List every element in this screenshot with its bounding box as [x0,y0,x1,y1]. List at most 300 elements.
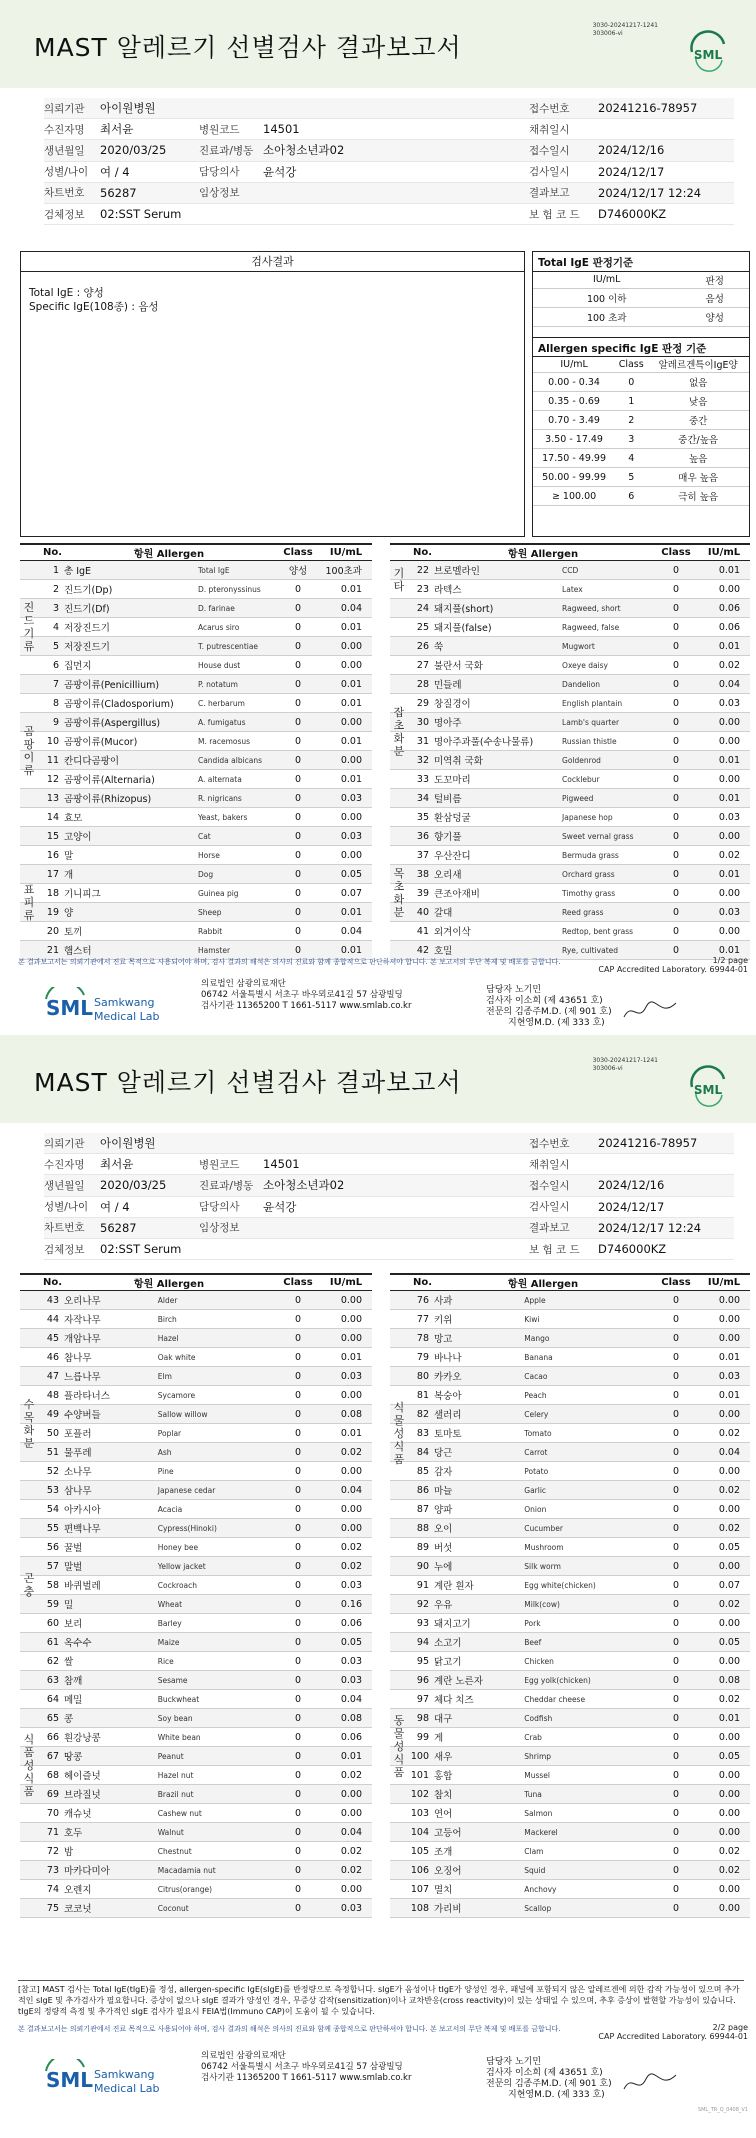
table-row [20,1462,372,1481]
brand-line-2: Medical Lab [94,1010,160,1023]
allergen-class: 0 [654,1842,698,1861]
table-row [20,1614,372,1633]
allergen-name-ko: 자작나무 [62,1310,158,1329]
allergen-iu-value: 0.00 [698,1766,750,1785]
allergen-table-p1-left [20,543,372,960]
table-row [390,1728,750,1747]
allergen-name-en: Sesame [158,1671,276,1690]
allergen-class: 0 [276,1595,320,1614]
allergen-no: 79 [390,1348,432,1367]
allergen-name-en: Egg white(chicken) [524,1576,654,1595]
criteria-cell: 0 [615,373,647,392]
allergen-iu-value: 0.01 [320,1747,372,1766]
allergen-no: 25 [390,618,432,637]
allergen-class: 0 [654,599,698,618]
allergen-name-en: Tomato [524,1424,654,1443]
allergen-class: 0 [276,656,320,675]
allergen-iu-value: 0.02 [698,1424,750,1443]
table-row [390,637,750,656]
allergen-name-en: Apple [524,1291,654,1310]
criteria-cell: 3 [615,430,647,449]
criteria-cell: 0.00 - 0.34 [533,373,615,392]
criteria-cell: 3.50 - 17.49 [533,430,615,449]
allergen-iu-value: 0.03 [320,1576,372,1595]
allergen-name-en: Acacia [158,1500,276,1519]
allergen-iu-value: 0.02 [698,1690,750,1709]
allergen-class: 0 [654,922,698,941]
allergen-no: 53 [20,1481,62,1500]
allergen-name-en: Squid [524,1861,654,1880]
allergen-name-ko: 진드기(Dp) [62,580,198,599]
allergen-name-en: Banana [524,1348,654,1367]
allergen-class: 0 [654,618,698,637]
allergen-name-en: Guinea pig [198,884,276,903]
allergen-no: 61 [20,1633,62,1652]
allergen-iu-value: 0.01 [320,1348,372,1367]
criteria-cell: 없음 [647,373,749,392]
allergen-name-en: Potato [524,1462,654,1481]
allergen-name-en: Barley [158,1614,276,1633]
allergen-no: 3 [20,599,62,618]
allergen-class: 0 [654,1500,698,1519]
allergen-name-ko: 물푸레 [62,1443,158,1462]
allergen-name-en: Coconut [158,1899,276,1918]
report-page-1 [0,0,756,1035]
allergen-name-ko: 고양이 [62,827,198,846]
allergen-name-ko: 게 [432,1728,524,1747]
logo-text: SML [693,48,723,62]
cap-accreditation: CAP Accredited Laboratory. 69944-01 [598,2032,748,2041]
allergen-group-label: 식 품 성 식 품 [23,1733,35,1798]
allergen-iu-value: 0.00 [320,1519,372,1538]
allergen-no: 68 [20,1766,62,1785]
allergen-no: 17 [20,865,62,884]
doc-code-2: 303006-vi [592,30,623,37]
allergen-name-ko: 수양버들 [62,1405,158,1424]
allergen-name-en: Brazil nut [158,1785,276,1804]
value-report-date: 2024/12/17 12:24 [598,1220,702,1235]
allergen-iu-value: 0.00 [320,1291,372,1310]
allergen-name-en: Peach [524,1386,654,1405]
allergen-class: 0 [654,1348,698,1367]
allergen-class: 0 [276,1785,320,1804]
sml-logo-icon [686,30,730,74]
table-row [20,903,372,922]
allergen-class: 0 [276,808,320,827]
document-codes [593,1057,658,1073]
label-hospital-code: 병원코드 [199,1158,240,1171]
allergen-iu-value: 0.01 [698,1386,750,1405]
label-patient: 수진자명 [44,123,85,136]
allergen-name-ko: 개암나무 [62,1329,158,1348]
allergen-name-ko: 호밀 [432,941,562,960]
allergen-iu-value: 0.05 [320,1633,372,1652]
reference-note: [참고] MAST 검사는 Total IgE(tIgE)를 정성, allergen-specific IgE(sIgE)를 반정량으로 측정합니다. sIgE가 음성이나 tIgE가 양성인 경우, 패널에 포함되지 않은 알레르겐에 의한 감작 가능성이 있으며 추가적인 sIgE 및 추가검사가 필요합니다. 증상이 없으나 sIgE 결과가 양성인 경우, 무증상 감작(sensitization)이나 교차반응(cross reactivity)이 있는 상태일 수 있으며, 추후 증상이 발현할 가능성이 있습니다. tIgE의 정량적 측정 및 추가적인 sIgE 검사가 필요시 FEIA법(Immuno CAP)이 도움이 될 수 있습니다. [18,1980,744,2017]
allergen-no: 22 [390,561,432,580]
value-hospital-code: 14501 [263,1157,300,1172]
allergen-no: 84 [390,1443,432,1462]
allergen-no: 43 [20,1291,62,1310]
allergen-iu-value: 0.01 [320,941,372,960]
column-header-class: Class [276,544,320,561]
allergen-name-ko: 갈대 [432,903,562,922]
allergen-class: 0 [654,1310,698,1329]
allergen-class: 0 [276,751,320,770]
table-row [390,770,750,789]
allergen-name-en: Latex [562,580,654,599]
info-row [44,1197,734,1218]
allergen-class: 0 [276,1557,320,1576]
table-header-row [390,544,750,561]
table-row [20,1690,372,1709]
allergen-no: 7 [20,675,62,694]
allergen-class: 0 [654,713,698,732]
label-receipt-date: 접수일시 [529,1179,570,1192]
table-row [390,827,750,846]
allergen-name-en: Sallow willow [158,1405,276,1424]
allergen-class: 0 [654,1804,698,1823]
allergen-no: 9 [20,713,62,732]
allergen-name-ko: 저장진드기 [62,637,198,656]
allergen-class: 0 [654,637,698,656]
allergen-name-en: Salmon [524,1804,654,1823]
allergen-class: 0 [276,1671,320,1690]
criteria-cell: 높음 [647,449,749,468]
allergen-iu-value: 0.08 [320,1405,372,1424]
allergen-no: 80 [390,1367,432,1386]
info-row [44,1175,734,1196]
allergen-name-ko: 플라타너스 [62,1386,158,1405]
allergen-name-en: Ragweed, short [562,599,654,618]
table-row [20,846,372,865]
label-institution: 의뢰기관 [44,1137,85,1150]
table-row [20,1538,372,1557]
label-report-date: 결과보고 [529,187,570,200]
info-row [44,204,734,225]
allergen-class: 0 [654,884,698,903]
allergen-name-ko: 토마토 [432,1424,524,1443]
allergen-name-ko: 저장진드기 [62,618,198,637]
allergen-class: 0 [276,1861,320,1880]
allergen-iu-value: 0.02 [698,1842,750,1861]
report-title: MAST 알레르기 선별검사 결과보고서 [34,1068,462,1097]
allergen-no: 67 [20,1747,62,1766]
table-row [20,1766,372,1785]
allergen-iu-value: 0.02 [698,1595,750,1614]
label-patient: 수진자명 [44,1158,85,1171]
signature-line: 검사자 이소희 (제 43651 호) [486,2068,603,2078]
allergen-iu-value: 0.01 [320,903,372,922]
allergen-name-en: Pork [524,1614,654,1633]
allergen-iu-value: 0.03 [698,694,750,713]
label-dept: 진료과/병동 [199,144,254,157]
value-sex-age: 여 / 4 [100,1199,130,1214]
allergen-name-ko: 보리 [62,1614,158,1633]
signature-line: 지현영M.D. (제 333 호) [508,1018,605,1028]
allergen-iu-value: 0.03 [698,903,750,922]
table-row [390,846,750,865]
disclaimer: 본 결과보고서는 의뢰기관에서 진료 목적으로 사용되어야 하며, 검사 결과의 해석은 의사의 진료와 함께 종합적으로 판단하셔야 합니다. 본 보고서의 무단 복제 및 배포를 금합니다. [18,958,561,966]
table-row [390,1595,750,1614]
allergen-class: 0 [654,1785,698,1804]
allergen-iu-value: 0.06 [698,618,750,637]
allergen-class: 0 [276,1424,320,1443]
value-insurance-code: D746000KZ [598,1242,667,1257]
allergen-name-en: Sycamore [158,1386,276,1405]
allergen-name-ko: 우유 [432,1595,524,1614]
allergen-name-ko: 삼나무 [62,1481,158,1500]
allergen-name-en: Total IgE [198,561,276,580]
allergen-name-en: Ragweed, false [562,618,654,637]
allergen-group-label: 곰 팡 이 류 [23,724,35,777]
allergen-name-ko: 샐러리 [432,1405,524,1424]
allergen-no: 103 [390,1804,432,1823]
allergen-no: 108 [390,1899,432,1918]
allergen-no: 90 [390,1557,432,1576]
value-dept: 소아청소년과02 [263,143,345,158]
table-row [390,1785,750,1804]
allergen-iu-value: 0.05 [698,1747,750,1766]
table-row [20,1595,372,1614]
allergen-name-ko: 체다 치즈 [432,1690,524,1709]
allergen-class: 0 [654,1443,698,1462]
allergen-class: 0 [276,694,320,713]
footer-signatures [486,985,612,1029]
allergen-no: 71 [20,1823,62,1842]
samkwang-logo-icon [44,987,194,1029]
allergen-iu-value: 0.06 [320,1614,372,1633]
allergen-iu-value: 0.04 [320,1481,372,1500]
allergen-name-ko: 기니피그 [62,884,198,903]
allergen-iu-value: 0.01 [320,732,372,751]
allergen-iu-value: 0.01 [698,751,750,770]
allergen-no: 107 [390,1880,432,1899]
table-row [20,1367,372,1386]
allergen-class: 0 [654,770,698,789]
allergen-no: 16 [20,846,62,865]
allergen-name-ko: 아카시아 [62,1500,158,1519]
allergen-no: 18 [20,884,62,903]
allergen-name-en: R. nigricans [198,789,276,808]
allergen-name-ko: 곰팡이류(Rhizopus) [62,789,198,808]
allergen-iu-value: 0.00 [698,732,750,751]
allergen-no: 72 [20,1842,62,1861]
allergen-no: 94 [390,1633,432,1652]
allergen-no: 98 [390,1709,432,1728]
allergen-name-en: Mussel [524,1766,654,1785]
table-row [390,1880,750,1899]
allergen-iu-value: 0.00 [698,1310,750,1329]
value-test-date: 2024/12/17 [598,1199,665,1214]
allergen-name-en: Pigweed [562,789,654,808]
allergen-group-label: 표 피 류 [23,883,35,922]
value-receipt-no: 20241216-78957 [598,101,698,116]
allergen-name-en: Silk worm [524,1557,654,1576]
allergen-iu-value: 0.01 [698,865,750,884]
allergen-no: 56 [20,1538,62,1557]
allergen-no: 28 [390,675,432,694]
value-receipt-date: 2024/12/16 [598,1178,665,1193]
criteria-cell: 극히 높음 [647,487,749,506]
allergen-no: 65 [20,1709,62,1728]
page-number-1 [598,956,748,974]
allergen-no: 86 [390,1481,432,1500]
table-row [20,713,372,732]
allergen-iu-value: 0.00 [698,1500,750,1519]
allergen-name-ko: 느릅나무 [62,1367,158,1386]
allergen-name-ko: 소고기 [432,1633,524,1652]
allergen-no: 73 [20,1861,62,1880]
allergen-group-label: 목 초 화 분 [393,867,405,919]
allergen-name-ko: 곰팡이류(Aspergillus) [62,713,198,732]
criteria-cell: 5 [615,468,647,487]
label-clinical: 임상정보 [199,187,240,200]
allergen-iu-value: 0.06 [698,599,750,618]
allergen-name-ko: 불란서 국화 [432,656,562,675]
allergen-iu-value: 0.00 [698,1880,750,1899]
allergen-name-ko: 옥수수 [62,1633,158,1652]
table-row [20,618,372,637]
allergen-no: 78 [390,1329,432,1348]
allergen-no: 2 [20,580,62,599]
allergen-class: 0 [654,1747,698,1766]
table-row [20,1291,372,1310]
allergen-iu-value: 0.01 [320,675,372,694]
allergen-no: 36 [390,827,432,846]
allergen-name-ko: 코코넛 [62,1899,158,1918]
allergen-class: 0 [654,1386,698,1405]
allergen-name-en: Mugwort [562,637,654,656]
allergen-name-en: Japanese cedar [158,1481,276,1500]
value-patient: 최서윤 [100,1157,134,1172]
signature-line: 검사자 이소희 (제 43651 호) [486,996,603,1006]
allergen-name-en: Mushroom [524,1538,654,1557]
allergen-name-ko: 멸치 [432,1880,524,1899]
allergen-name-ko: 칸디다곰팡이 [62,751,198,770]
patient-info [44,98,734,225]
allergen-name-en: Wheat [158,1595,276,1614]
table-row [20,1557,372,1576]
allergen-no: 52 [20,1462,62,1481]
allergen-name-ko: 누에 [432,1557,524,1576]
allergen-no: 11 [20,751,62,770]
allergen-name-en: Carrot [524,1443,654,1462]
allergen-name-en: M. racemosus [198,732,276,751]
allergen-name-en: Oak white [158,1348,276,1367]
allergen-no: 39 [390,884,432,903]
allergen-class: 양성 [276,561,320,580]
allergen-class: 0 [276,675,320,694]
allergen-name-en: Scallop [524,1899,654,1918]
criteria-header: 알레르겐특이IgE양 [647,357,749,373]
allergen-class: 0 [654,941,698,960]
allergen-name-en: D. farinae [198,599,276,618]
allergen-name-ko: 총 IgE [62,561,198,580]
allergen-iu-value: 0.00 [698,1823,750,1842]
table-row [390,1747,750,1766]
specific-ige-criteria-table [533,357,749,507]
allergen-iu-value: 0.02 [320,1443,372,1462]
table-row [390,1500,750,1519]
table-row [20,561,372,580]
allergen-name-en: Cocklebur [562,770,654,789]
label-report-date: 결과보고 [529,1222,570,1235]
allergen-no: 24 [390,599,432,618]
allergen-iu-value: 0.00 [320,713,372,732]
allergen-iu-value: 0.08 [320,1709,372,1728]
allergen-iu-value: 0.00 [698,1462,750,1481]
allergen-name-en: Celery [524,1405,654,1424]
address-line: 06742 서울특별시 서초구 바우뫼로41길 57 삼광빌딩 [201,2062,403,2072]
allergen-name-en: Candida albicans [198,751,276,770]
allergen-no: 29 [390,694,432,713]
allergen-name-ko: 명아주과풀(수송나물류) [432,732,562,751]
allergen-name-en: Cheddar cheese [524,1690,654,1709]
allergen-no: 82 [390,1405,432,1424]
allergen-class: 0 [654,1329,698,1348]
allergen-table-p2-left [20,1273,372,1918]
allergen-iu-value: 0.00 [698,1405,750,1424]
allergen-no: 96 [390,1671,432,1690]
allergen-iu-value: 0.08 [698,1671,750,1690]
table-row [20,694,372,713]
allergen-no: 59 [20,1595,62,1614]
allergen-name-en: White bean [158,1728,276,1747]
allergen-name-ko: 소나무 [62,1462,158,1481]
allergen-name-en: Onion [524,1500,654,1519]
allergen-iu-value: 0.02 [320,1766,372,1785]
allergen-name-en: Chicken [524,1652,654,1671]
allergen-no: 15 [20,827,62,846]
criteria-cell: 2 [615,411,647,430]
allergen-name-en: Hazel nut [158,1766,276,1785]
allergen-name-ko: 참깨 [62,1671,158,1690]
allergen-iu-value: 0.00 [698,1804,750,1823]
allergen-name-en: Lamb's quarter [562,713,654,732]
allergen-group-label: 잡 초 화 분 [393,705,405,758]
table-row [390,1842,750,1861]
column-header-no: No. [390,1274,432,1291]
column-header-allergen: 항원 Allergen [62,1274,276,1291]
table-row [20,922,372,941]
allergen-iu-value: 0.00 [698,713,750,732]
allergen-name-ko: 계란 흰자 [432,1576,524,1595]
allergen-name-ko: 오이 [432,1519,524,1538]
info-row [44,140,734,161]
allergen-name-ko: 꿀벌 [62,1538,158,1557]
table-row [20,1481,372,1500]
allergen-name-ko: 밀 [62,1595,158,1614]
allergen-name-en: Yeast, bakers [198,808,276,827]
label-birth: 생년월일 [44,144,85,157]
column-header-no: No. [390,544,432,561]
allergen-iu-value: 0.04 [698,1443,750,1462]
allergen-class: 0 [654,1690,698,1709]
allergen-iu-value: 0.06 [320,1728,372,1747]
allergen-no: 60 [20,1614,62,1633]
allergen-name-ko: 가리비 [432,1899,524,1918]
allergen-iu-value: 0.00 [320,808,372,827]
table-row [20,1728,372,1747]
table-row [20,1785,372,1804]
allergen-iu-value: 0.05 [698,1538,750,1557]
table-row [390,561,750,580]
allergen-iu-value: 0.04 [320,1823,372,1842]
allergen-no: 49 [20,1405,62,1424]
allergen-name-en: CCD [562,561,654,580]
allergen-name-ko: 양 [62,903,198,922]
allergen-no: 20 [20,922,62,941]
